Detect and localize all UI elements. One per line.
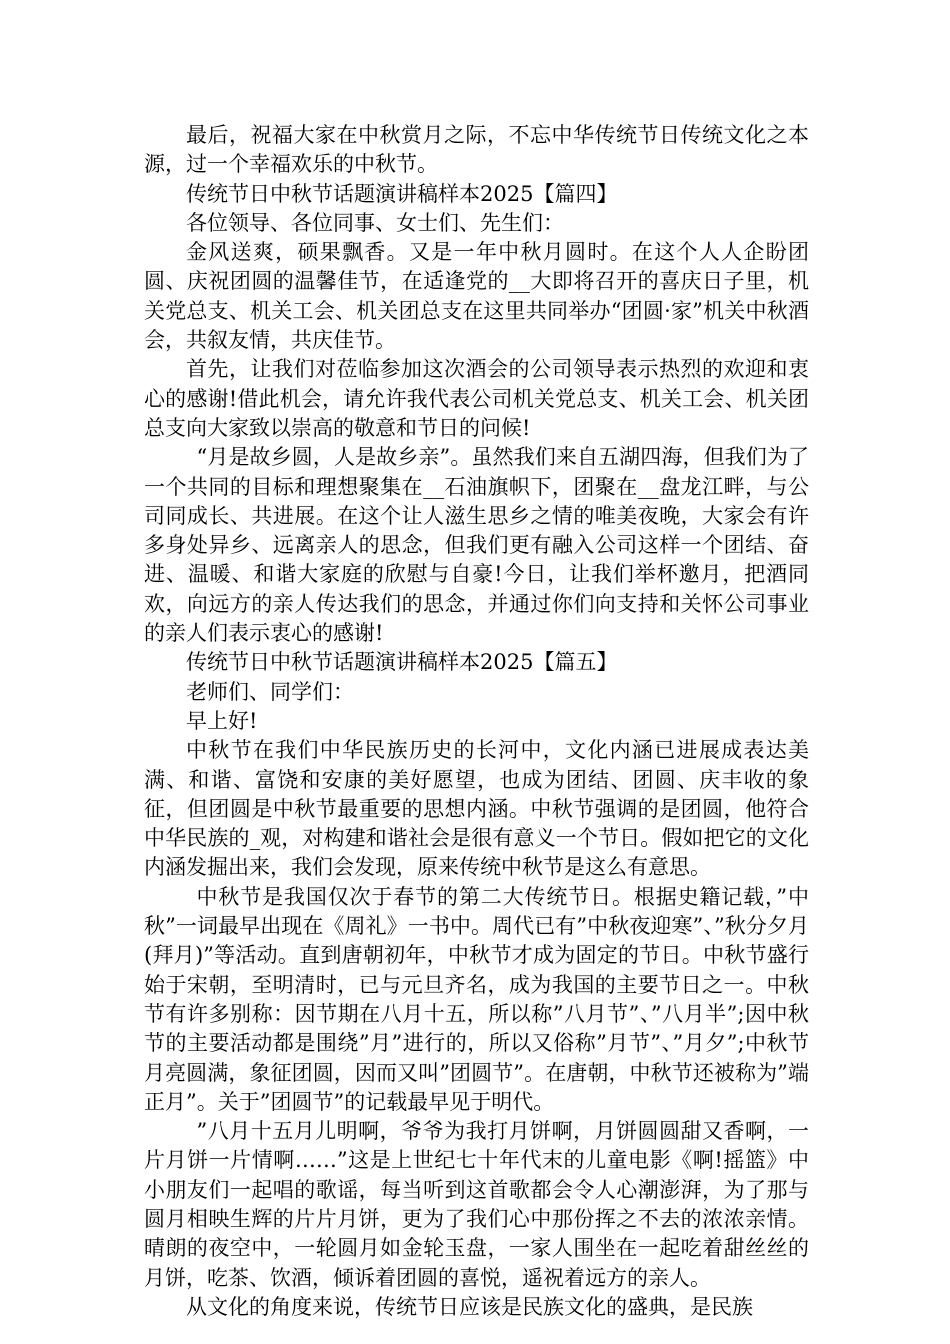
salutation-paragraph: 老师们、同学们： <box>186 679 354 704</box>
salutation-paragraph: 各位领导、各位同事、女士们、先生们： <box>186 210 564 235</box>
section-heading-part5: 传统节日中秋节话题演讲稿样本2025【篇五】 <box>186 650 618 675</box>
closing-paragraph: 最后，祝福大家在中秋赏月之际，不忘中华传统节日传统文化之本源，过一个幸福欢乐的中秋节。 <box>144 123 809 177</box>
body-paragraph: 从文化的角度来说，传统节日应该是民族文化的盛典，是民族 <box>186 1294 753 1319</box>
body-paragraph: 首先，让我们对莅临参加这次酒会的公司领导表示热烈的欢迎和衷心的感谢!借此机会，请允许我代表公司机关党总支、机关工会、机关团总支向大家致以崇高的敬意和节日的问候! <box>144 357 809 440</box>
body-paragraph: 中秋节是我国仅次于春节的第二大传统节日。根据史籍记载，”中秋”一词最早出现在《周礼》一书中。周代已有”中秋夜迎寒”、”秋分夕月(拜月)”等活动。直到唐朝初年，中秋节才成为固定的节日。中秋节盛行始于宋朝，至明清时，已与元旦齐名，成为我国的主要节日之一。中秋节有许多别称：因节期在八月十五，所以称”八月节”、”八月半”;因中秋节的主要活动都是围绕”月”进行的，所以又俗称”月节”、”月夕”;中秋节月亮圆满，象征团圆，因而又叫”团圆节”。在唐朝，中秋节还被称为”端正月”。关于”团圆节”的记载最早见于明代。 <box>144 884 809 1114</box>
document-page <box>144 121 809 1322</box>
section-heading-part4: 传统节日中秋节话题演讲稿样本2025【篇四】 <box>186 181 618 206</box>
body-paragraph: 金风送爽，硕果飘香。又是一年中秋月圆时。在这个人人企盼团圆、庆祝团圆的温馨佳节，在适逢党的__大即将召开的喜庆日子里，机关党总支、机关工会、机关团总支在这里共同举办“团圆·家”机关中秋酒会，共叙友情，共庆佳节。 <box>144 240 809 353</box>
body-paragraph: “月是故乡圆，人是故乡亲”。虽然我们来自五湖四海，但我们为了一个共同的目标和理想聚集在__石油旗帜下，团聚在__盘龙江畔，与公司同成长、共进展。在这个让人滋生思乡之情的唯美夜晚，大家会有许多身处异乡、远离亲人的思念，但我们更有融入公司这样一个团结、奋进、温暖、和谐大家庭的欣慰与自豪!今日，让我们举杯邀月，把酒同欢，向远方的亲人传达我们的思念，并通过你们向支持和关怀公司事业的亲人们表示衷心的感谢! <box>144 445 809 646</box>
body-paragraph: ”八月十五月儿明啊，爷爷为我打月饼啊，月饼圆圆甜又香啊，一片月饼一片情啊……”这是上世纪七十年代末的儿童电影《啊!摇篮》中小朋友们一起唱的歌谣，每当听到这首歌都会令人心潮澎湃，为了那与圆月相映生辉的片片月饼，更为了我们心中那份挥之不去的浓浓亲情。晴朗的夜空中，一轮圆月如金轮玉盘，一家人围坐在一起吃着甜丝丝的月饼，吃茶、饮酒，倾诉着团圆的喜悦，遥祝着远方的亲人。 <box>144 1119 809 1290</box>
greeting-paragraph: 早上好! <box>186 708 258 733</box>
body-paragraph: 中秋节在我们中华民族历史的长河中，文化内涵已进展成表达美满、和谐、富饶和安康的美好愿望，也成为团结、团圆、庆丰收的象征，但团圆是中秋节最重要的思想内涵。中秋节强调的是团圆，他符合中华民族的_观，对构建和谐社会是很有意义一个节日。假如把它的文化内涵发掘出来，我们会发现，原来传统中秋节是这么有意思。 <box>144 738 809 880</box>
